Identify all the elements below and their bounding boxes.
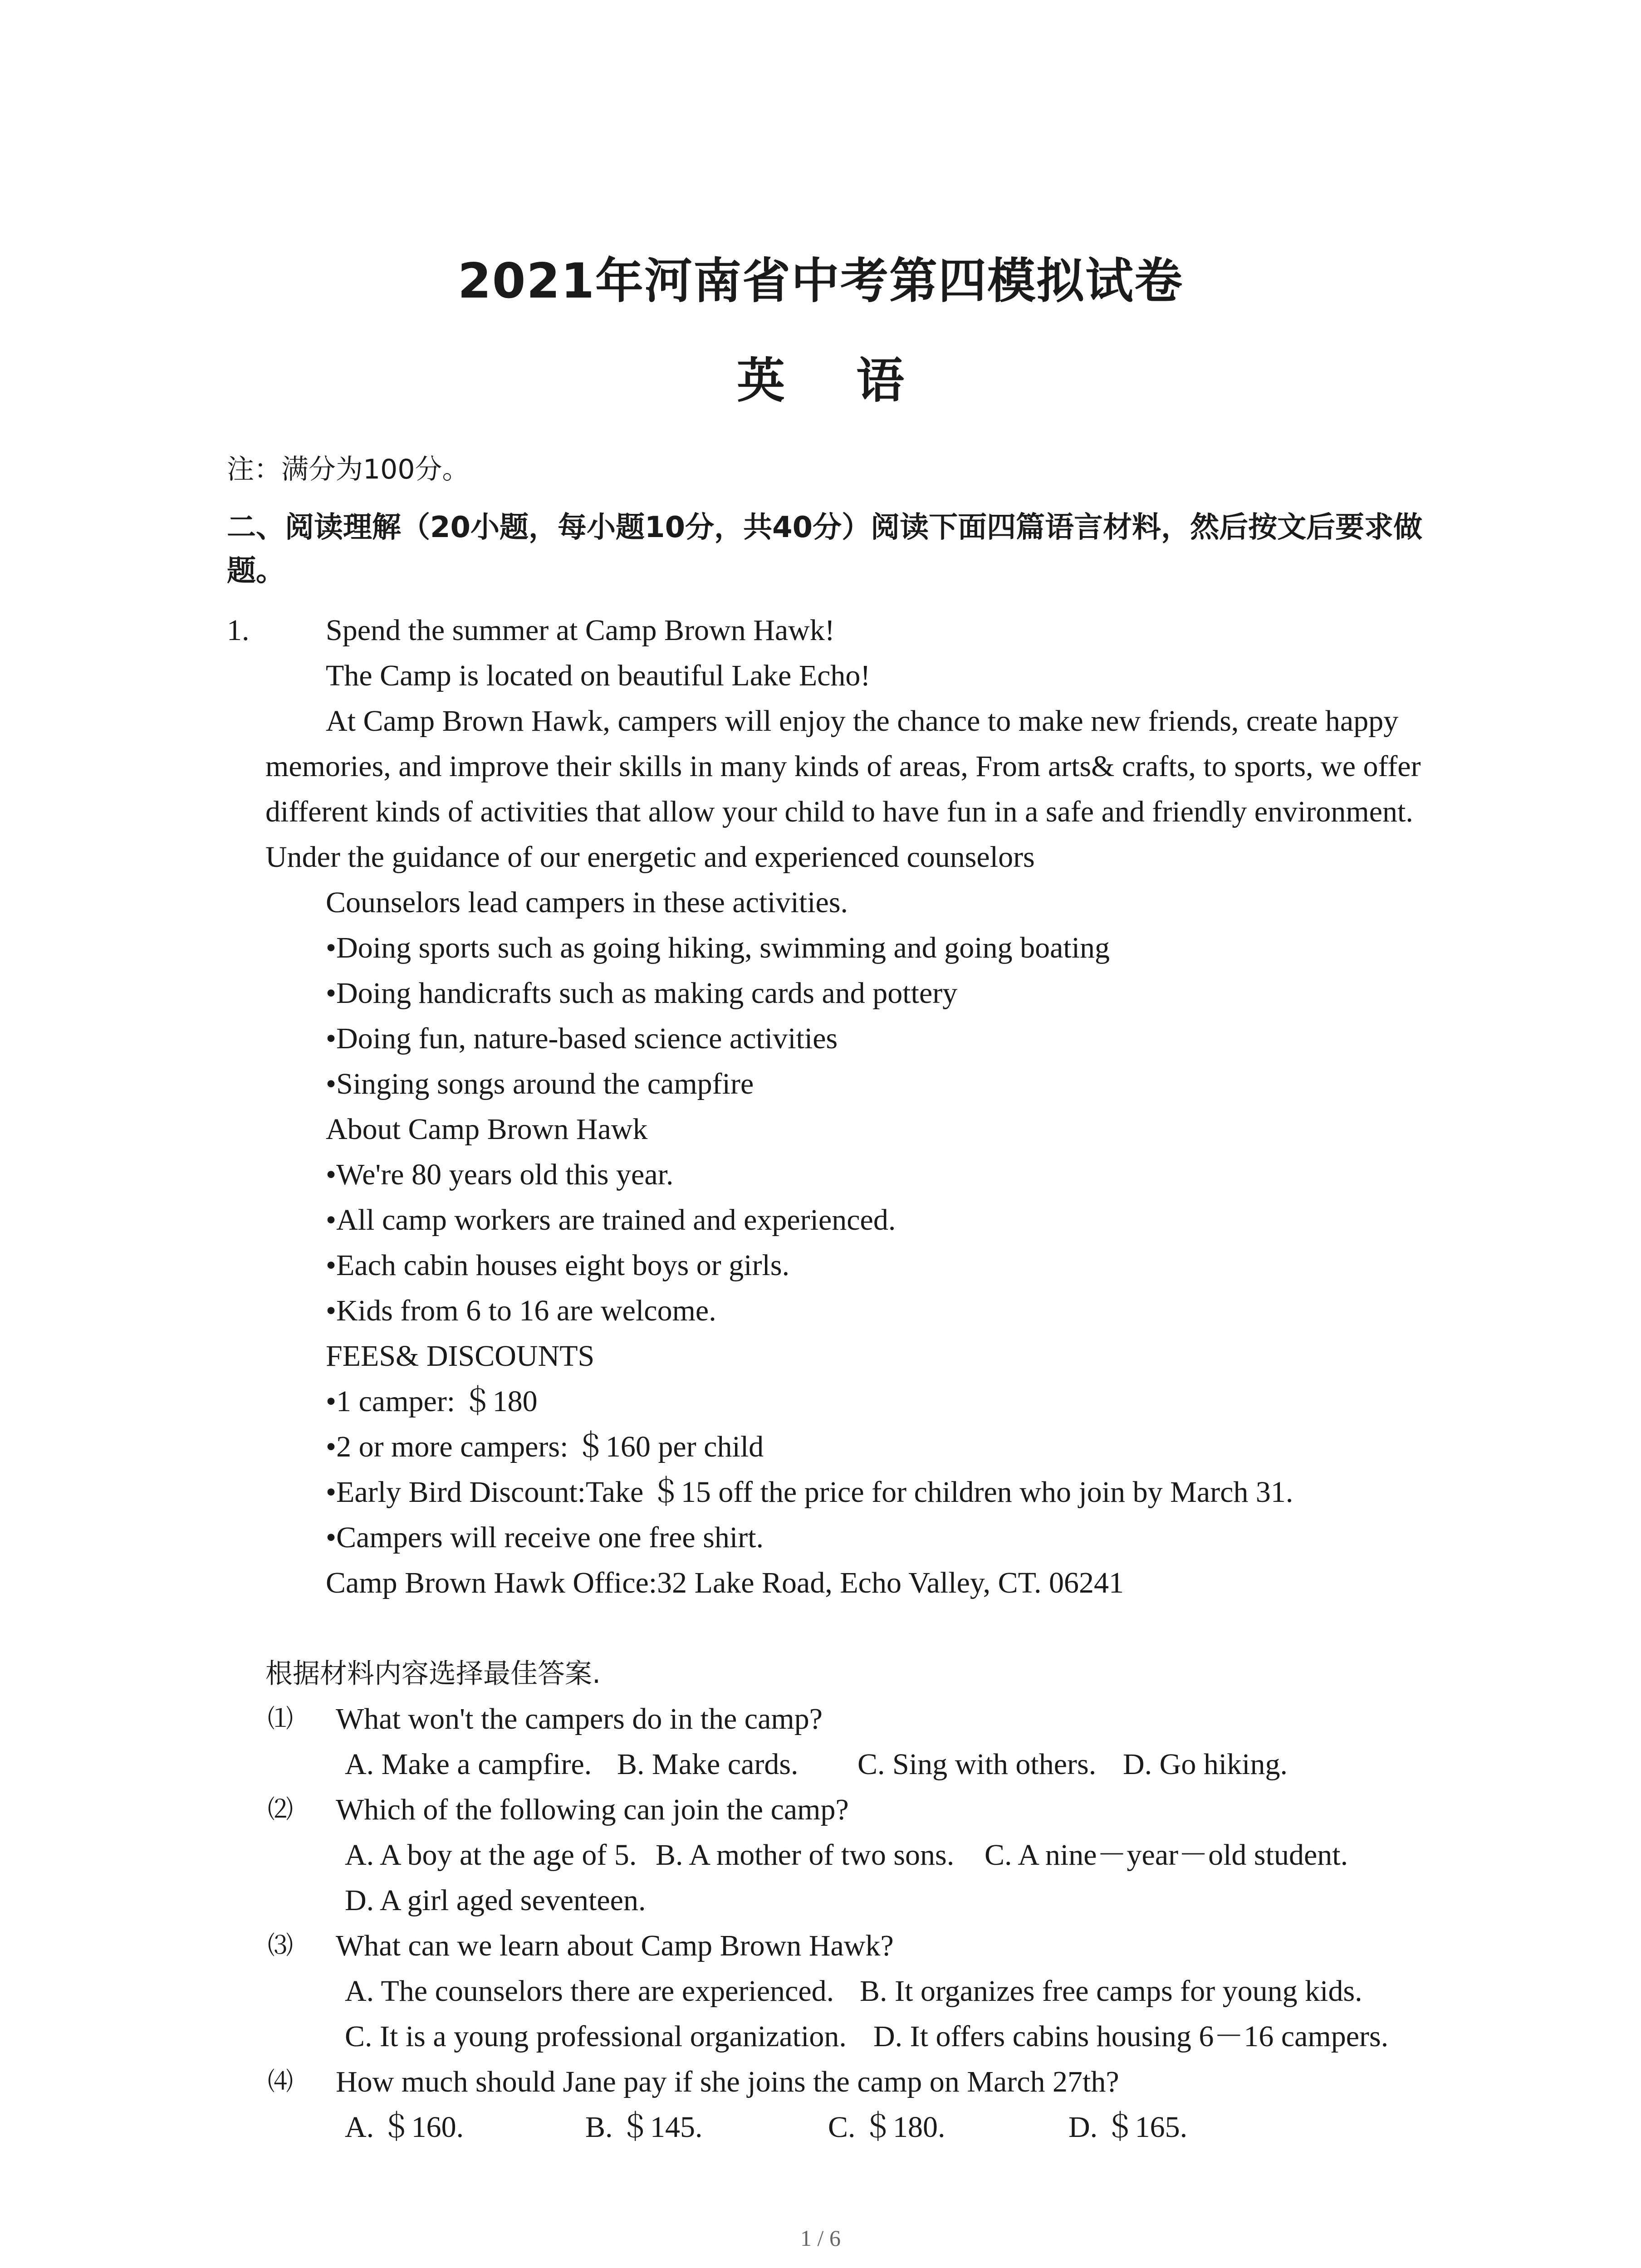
answer-option: D. ＄165. [1068,2111,1188,2144]
passage-line: •1 camper: ＄180 [326,1385,538,1418]
question-instruction: 根据材料内容选择最佳答案. [265,1658,601,1690]
passage-line: •Each cabin houses eight boys or girls. [326,1249,790,1282]
answer-option: A. Make a campfire. [345,1748,592,1781]
answer-option: D. Go hiking. [1123,1748,1288,1781]
passage-line: •Doing sports such as going hiking, swimming and going boating [326,931,1110,964]
answer-option: B. ＄145. [585,2111,703,2144]
passage-line: •We're 80 years old this year. [326,1158,674,1191]
passage-line: At Camp Brown Hawk, campers will enjoy the chance to make new friends, create happy [326,704,1399,738]
answer-option: B. Make cards. [617,1748,798,1781]
section-heading: 二、阅读理解（20小题，每小题10分，共40分）阅读下面四篇语言材料，然后按文后要求做题。 [227,511,1423,588]
passage-line: About Camp Brown Hawk [326,1113,648,1146]
page-number: 1 / 6 [800,2225,841,2251]
passage-line: •Doing fun, nature-based science activities [326,1022,838,1055]
passage-line: •Singing songs around the campfire [326,1067,754,1100]
passage-line: •All camp workers are trained and experienced. [326,1203,896,1237]
question-number: ⑴ [268,1704,293,1734]
answer-option: C. A nine－year－old student. [985,1838,1348,1872]
passage-line: FEES& DISCOUNTS [326,1339,595,1373]
answer-option: B. It organizes free camps for young kids. [860,1975,1362,2008]
answer-option: C. It is a young professional organization. [345,2020,847,2053]
passage-line: The Camp is located on beautiful Lake Echo! [326,659,871,692]
answer-option: A. The counselors there are experienced. [345,1975,834,2008]
exam-title: 2021年河南省中考第四模拟试卷 [457,253,1184,309]
passage-line: different kinds of activities that allow your child to have fun in a safe and friendly environment. [265,795,1413,828]
passage-line: memories, and improve their skills in many kinds of areas, From arts& crafts, to sports, we offer [265,750,1421,783]
answer-option: C. ＄180. [828,2111,945,2144]
answer-option: D. It offers cabins housing 6－16 campers. [873,2020,1389,2053]
question-text: Which of the following can join the camp? [336,1793,849,1826]
question-number: ⑵ [268,1795,293,1824]
question-text: What can we learn about Camp Brown Hawk? [336,1929,894,1962]
passage-line: Counselors lead campers in these activities. [326,886,848,919]
passage-line: •Campers will receive one free shirt. [326,1521,764,1554]
answer-option: A. A boy at the age of 5. [345,1838,637,1872]
question-number: ⑷ [268,2067,293,2097]
passage-line: •Kids from 6 to 16 are welcome. [326,1294,716,1327]
passage-line: Spend the summer at Camp Brown Hawk! [326,614,835,647]
exam-subject: 英 语 [737,353,904,409]
passage-line: Under the guidance of our energetic and experienced counselors [265,841,1035,874]
answer-option: B. A mother of two sons. [656,1838,955,1872]
question-number: ⑶ [268,1931,293,1960]
answer-option: D. A girl aged seventeen. [345,1884,646,1917]
score-note: 注：满分为100分。 [227,454,470,485]
answer-option: C. Sing with others. [857,1748,1097,1781]
passage-line: •2 or more campers: ＄160 per child [326,1430,764,1463]
question-text: How much should Jane pay if she joins the camp on March 27th? [336,2065,1119,2098]
answer-option: A. ＄160. [345,2111,464,2144]
passage-number: 1. [227,614,250,647]
passage-line: •Doing handicrafts such as making cards and pottery [326,977,958,1010]
question-text: What won't the campers do in the camp? [336,1702,823,1735]
passage-line: Camp Brown Hawk Office:32 Lake Road, Echo Valley, CT. 06241 [326,1566,1124,1599]
passage-line: •Early Bird Discount:Take ＄15 off the price for children who join by March 31. [326,1476,1293,1509]
